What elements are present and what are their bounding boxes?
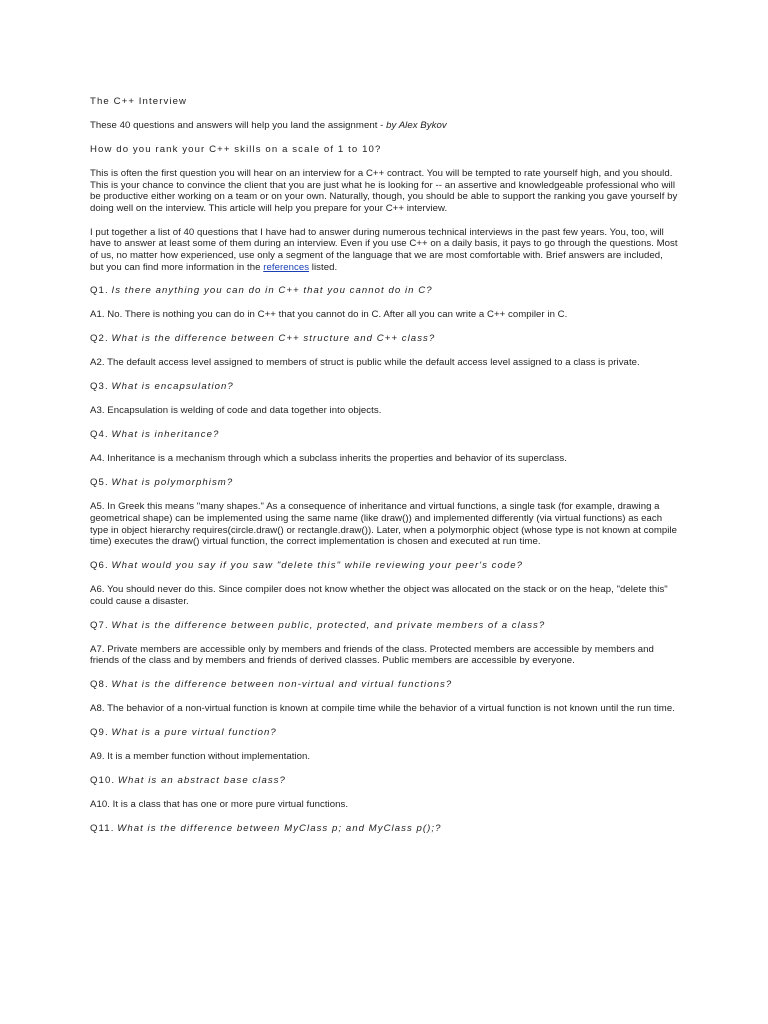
question-text: What is the difference between MyClass p; and MyClass p();? [117, 823, 442, 835]
intro-paragraph-1: This is often the first question you will hear on an interview for a C++ contract. You will be tempted to rate yourself high, and you should. This is your chance to convince the client that you are just what he is looking for -- an assertive and knowledgeable professional who will be productive either working on a team or on your own. Naturally, though, you should be able to support the ranking you gave yourself by doing well on the interview. This article will help you prepare for your C++ interview. [90, 167, 678, 214]
question-item [90, 333, 678, 345]
question-text: What is the difference between C++ structure and C++ class? [111, 333, 436, 345]
paragraph-text: I put together a list of 40 questions that I have had to answer during numerous technical interviews in the past few years. You, too, will have to answer at least some of them during an interview. Even if you use C++ on a daily basis, it pays to go through the questions. Most of us, no matter how experienced, use only a segment of the language that we are most comfortable with. Brief answers are included, but you can find more information in the [90, 226, 678, 273]
question-number: Q6. [90, 560, 109, 572]
question-number: Q11. [90, 823, 115, 835]
question-number: Q3. [90, 381, 109, 393]
question-item [90, 620, 678, 632]
question-text: What is a pure virtual function? [111, 727, 277, 739]
answer-item: A5. In Greek this means "many shapes." As a consequence of inheritance and virtual functions, a single task (for example, drawing a geometrical shape) can be implemented using the same name (like draw()) and implemented differently (via virtual functions) as each type in object hierarchy requires(circle.draw() or rectangle.draw()). Later, when a polymorphic object (whose type is not known at compile time) executes the draw() virtual function, the correct implementation is chosen and executed at run time. [90, 501, 678, 548]
question-item [90, 775, 678, 787]
intro-paragraph-2 [90, 227, 678, 273]
answer-item: A6. You should never do this. Since compiler does not know whether the object was allocated on the stack or on the heap, "delete this" could cause a disaster. [90, 584, 668, 607]
question-text: What is encapsulation? [111, 381, 234, 393]
intro-text: These 40 questions and answers will help you land the assignment - [90, 119, 387, 131]
intro-author: by Alex Bykov [386, 119, 447, 131]
answer-item: A3. Encapsulation is welding of code and data together into objects. [90, 405, 382, 417]
question-number: Q8. [90, 679, 109, 691]
section-heading: How do you rank your C++ skills on a scale of 1 to 10? [90, 143, 382, 155]
question-text: What is the difference between public, protected, and private members of a class? [111, 619, 546, 631]
question-item [90, 679, 678, 691]
question-number: Q1. [90, 285, 109, 297]
paragraph-text-end: listed. [309, 261, 338, 273]
answer-item: A2. The default access level assigned to members of struct is public while the default access level assigned to a class is private. [90, 357, 640, 369]
question-text: What is the difference between non-virtual and virtual functions? [111, 679, 453, 691]
question-text: What is inheritance? [111, 429, 220, 441]
question-number: Q4. [90, 429, 109, 441]
answer-item: A9. It is a member function without implementation. [90, 751, 311, 763]
qa-list [90, 285, 678, 834]
question-text: Is there anything you can do in C++ that you cannot do in C? [111, 285, 433, 297]
intro-line [90, 120, 678, 132]
question-item [90, 381, 678, 393]
question-text: What is an abstract base class? [117, 775, 286, 787]
answer-item: A10. It is a class that has one or more pure virtual functions. [90, 799, 349, 811]
question-number: Q5. [90, 477, 109, 489]
question-text: What would you say if you saw "delete this" while reviewing your peer's code? [111, 560, 524, 572]
question-item [90, 285, 678, 297]
references-link[interactable]: references [263, 261, 310, 273]
question-number: Q9. [90, 727, 109, 739]
question-item [90, 477, 678, 489]
answer-item: A1. No. There is nothing you can do in C++ that you cannot do in C. After all you can write a C++ compiler in C. [90, 309, 568, 321]
answer-item: A8. The behavior of a non-virtual function is known at compile time while the behavior of a virtual function is not known until the run time. [90, 703, 675, 715]
question-text: What is polymorphism? [111, 477, 234, 489]
question-item [90, 429, 678, 441]
answer-item: A7. Private members are accessible only by members and friends of the class. Protected members are accessible by members and friends of the class and by members and friends of derived classes. Public members are accessible by everyone. [90, 643, 654, 667]
document-title: The C++ Interview [90, 96, 188, 107]
question-number: Q2. [90, 333, 109, 345]
question-number: Q7. [90, 619, 109, 631]
question-number: Q10. [90, 775, 116, 787]
question-item [90, 560, 678, 572]
question-item [90, 727, 678, 739]
answer-item: A4. Inheritance is a mechanism through which a subclass inherits the properties and behavior of its superclass. [90, 453, 567, 465]
question-item [90, 823, 678, 835]
